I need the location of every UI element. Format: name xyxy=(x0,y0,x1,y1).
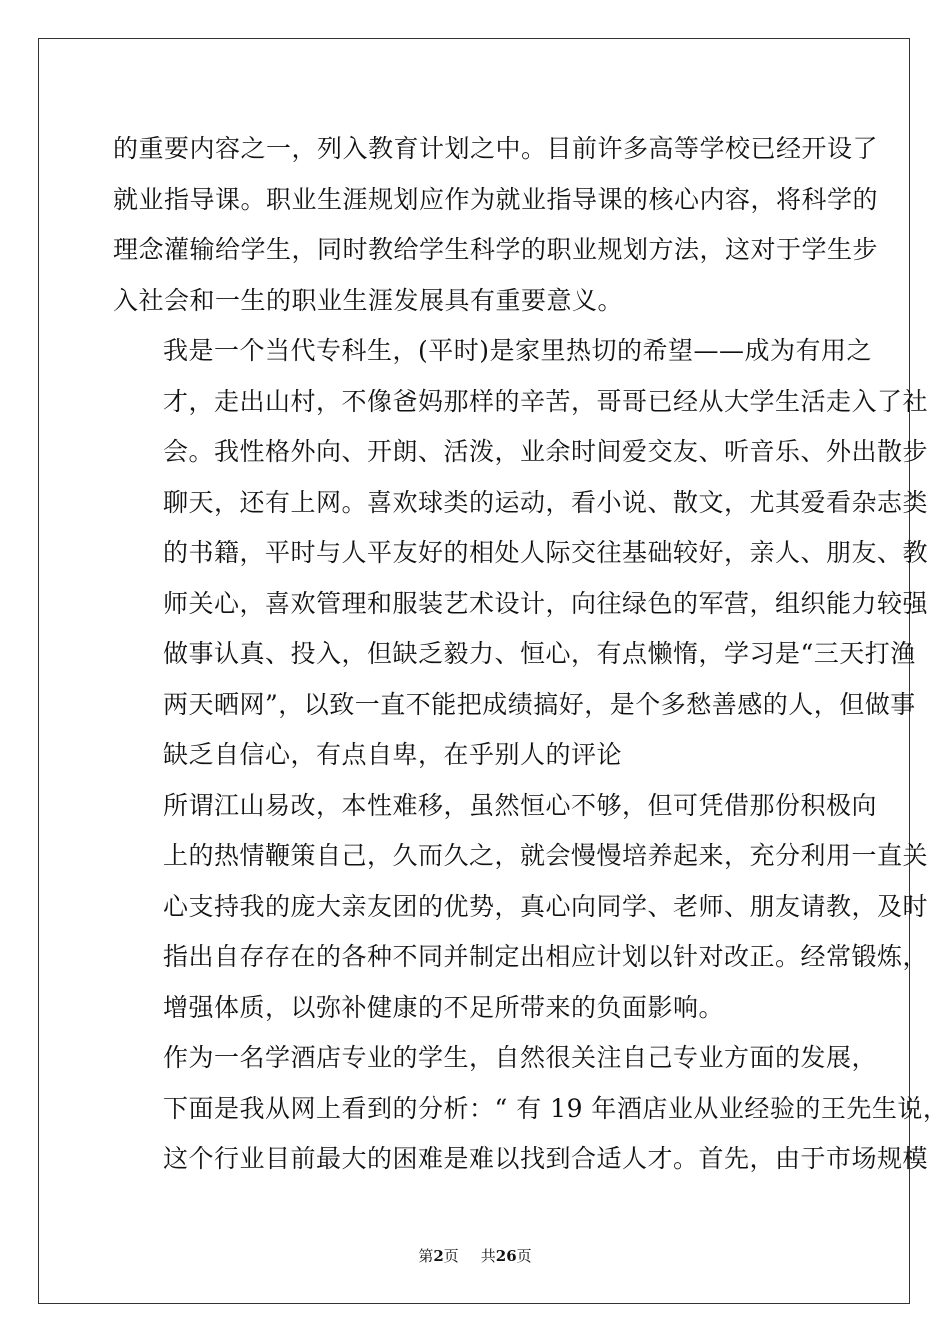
text-line: 两天晒网”，以致一直不能把成绩搞好，是个多愁善感的人，但做事 xyxy=(163,689,916,719)
text-line: 入社会和一生的职业生涯发展具有重要意义。 xyxy=(113,285,624,315)
text-line: 这个行业目前最大的困难是难以找到合适人才。首先，由于市场规模 xyxy=(163,1144,929,1173)
text-line: 指出自存存在的各种不同并制定出相应计划以针对改正。经常锻炼， xyxy=(163,942,929,971)
paragraph xyxy=(113,781,929,1034)
text-line: 的书籍，平时与人平友好的相处人际交往基础较好，亲人、朋友、教 xyxy=(163,538,929,567)
text-line: 上的热情鞭策自己，久而久之，就会慢慢培养起来，充分利用一直关 xyxy=(163,841,929,870)
text-line: 才，走出山村，不像爸妈那样的辛苦，哥哥已经从大学生活走入了社 xyxy=(163,386,929,416)
text-line: 我是一个当代专科生，(平时)是家里热切的希望——成为有用之 xyxy=(163,336,873,365)
text-line: 的重要内容之一，列入教育计划之中。目前许多高等学校已经开设了 xyxy=(113,134,879,163)
text-line: 心支持我的庞大亲友团的优势，真心向同学、老师、朋友请教，及时 xyxy=(163,891,929,921)
document-body xyxy=(113,124,949,1185)
text-line: 作为一名学酒店专业的学生，自然很关注自己专业方面的发展， xyxy=(163,1043,878,1072)
text-line: 所谓江山易改，本性难移，虽然恒心不够，但可凭借那份积极向 xyxy=(163,790,878,820)
page-footer xyxy=(0,1246,950,1266)
text-line: 增强体质，以弥补健康的不足所带来的负面影响。 xyxy=(163,992,725,1022)
text-line: 做事认真、投入，但缺乏毅力、恒心，有点懒惰，学习是“三天打渔 xyxy=(163,639,916,668)
footer-total-prefix: 共 xyxy=(480,1247,496,1265)
text-line: 会。我性格外向、开朗、活泼，业余时间爱交友、听音乐、外出散步 xyxy=(163,437,929,466)
text-line: 就业指导课。职业生涯规划应作为就业指导课的核心内容，将科学的 xyxy=(113,184,879,214)
text-line: 理念灌输给学生，同时教给学生科学的职业规划方法，这对于学生步 xyxy=(113,235,879,264)
footer-page-prefix: 第 xyxy=(418,1247,434,1265)
paragraph xyxy=(113,124,879,326)
footer-total-suffix: 页 xyxy=(516,1247,532,1265)
text-line: 聊天，还有上网。喜欢球类的运动，看小说、散文，尤其爱看杂志类 xyxy=(163,487,929,517)
text-line: 下面是我从网上看到的分析：“ 有 19 年酒店业从业经验的王先生说， xyxy=(163,1093,949,1123)
text-line: 缺乏自信心，有点自卑，在乎别人的评论 xyxy=(163,740,623,769)
footer-total-pages: 26 xyxy=(495,1247,517,1265)
paragraph xyxy=(113,326,929,781)
paragraph xyxy=(113,1033,949,1185)
text-line: 师关心，喜欢管理和服装艺术设计，向往绿色的军营，组织能力较强 xyxy=(163,588,929,618)
footer-page-suffix: 页 xyxy=(443,1247,459,1265)
footer-current-page: 2 xyxy=(433,1247,444,1265)
